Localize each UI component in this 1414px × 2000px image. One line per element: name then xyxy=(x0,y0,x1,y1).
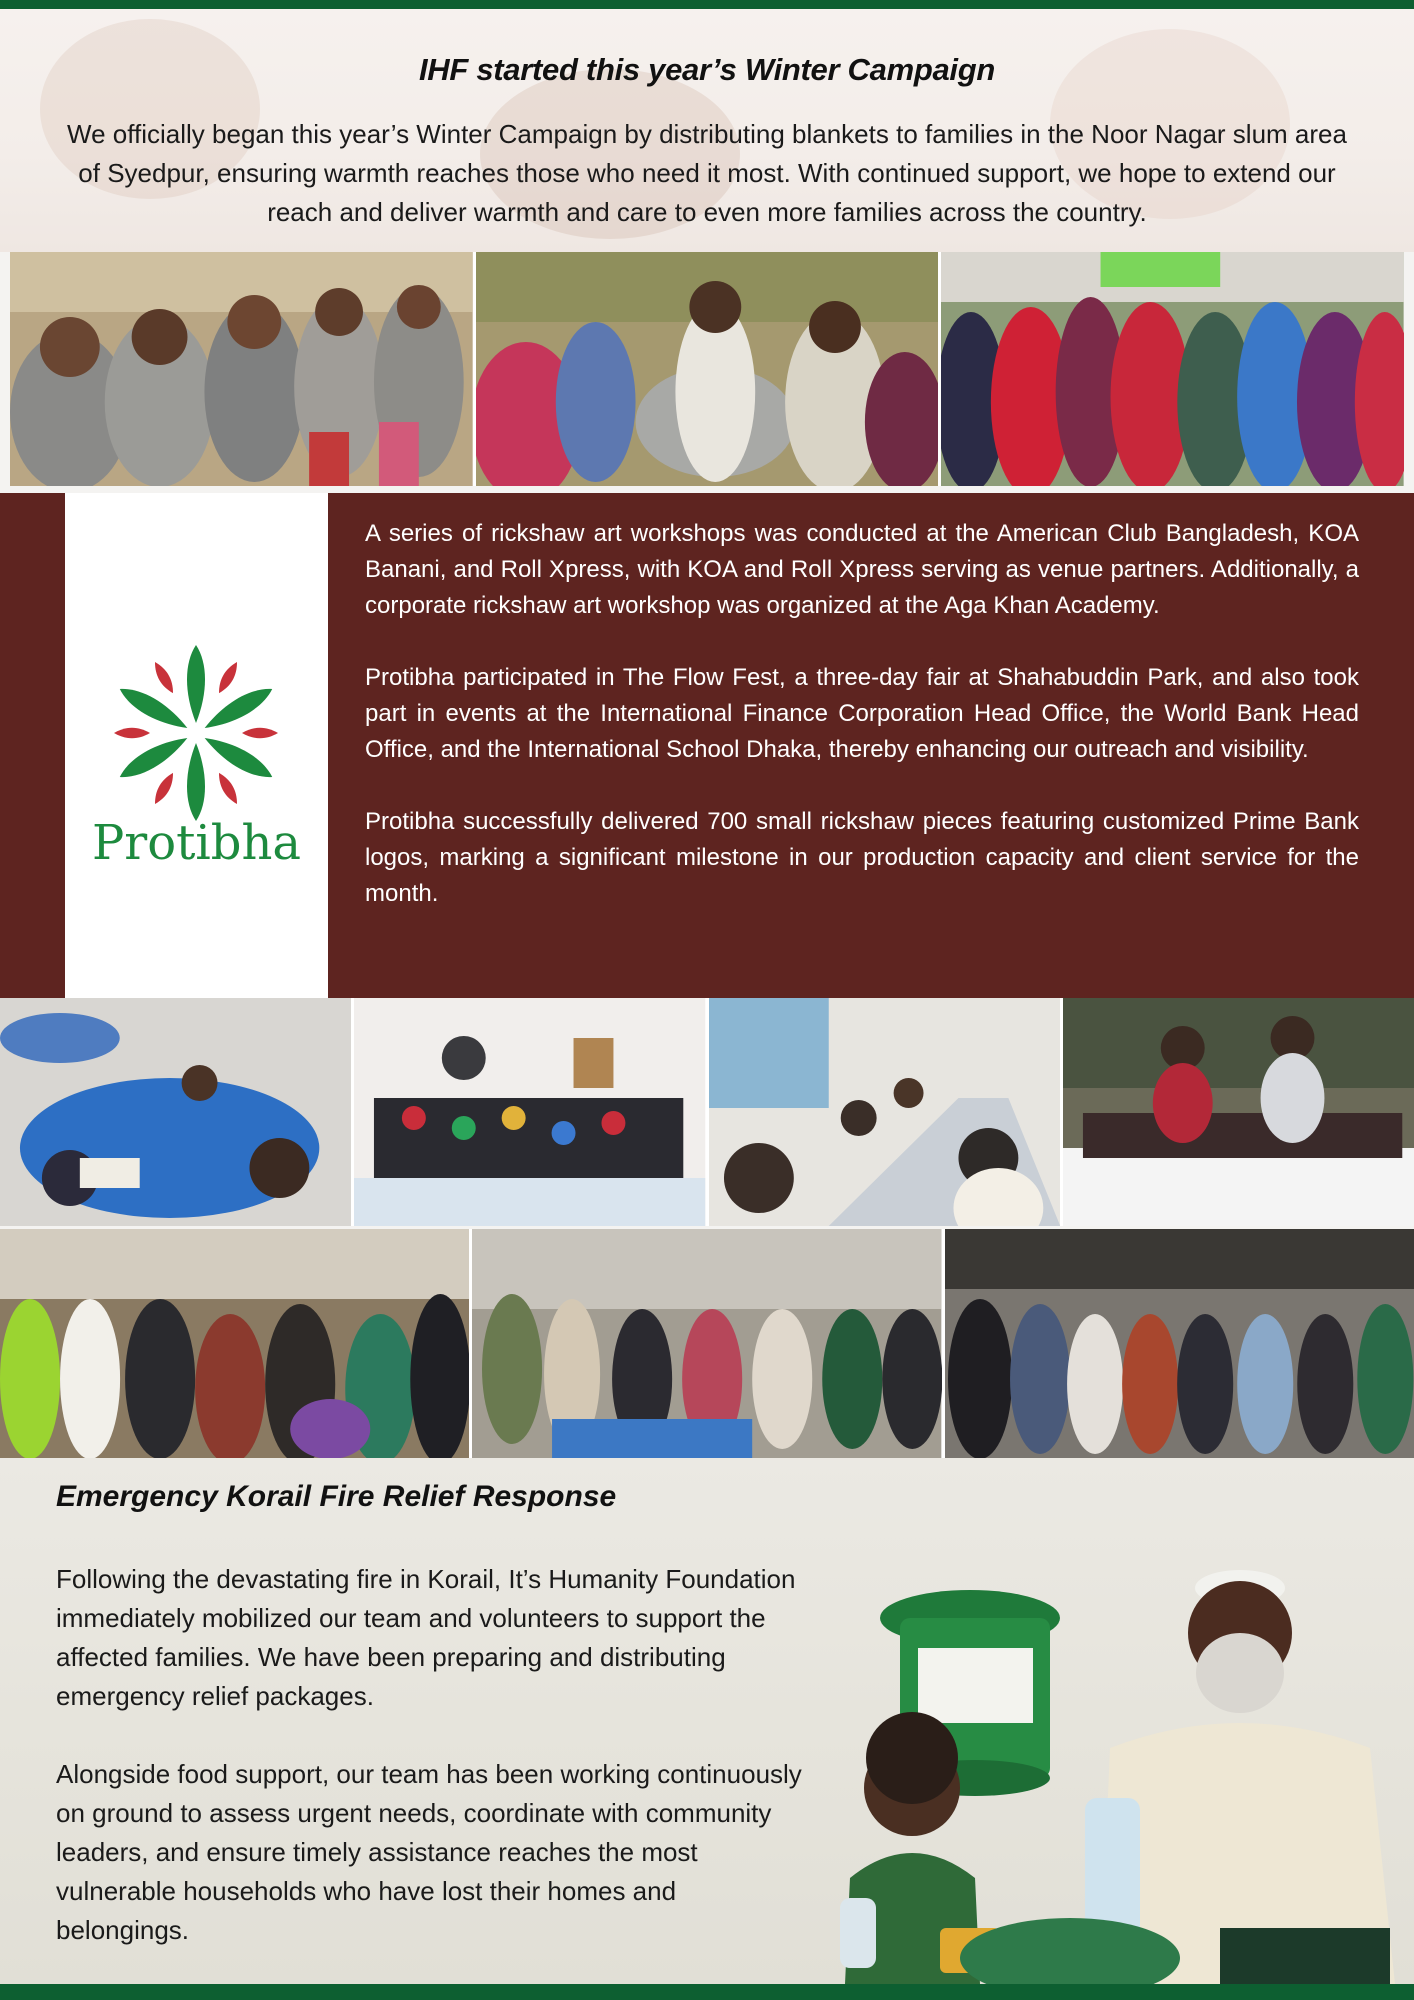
korail-paragraph-2: Alongside food support, our team has been working continuously on ground to assess urgent needs, coordinate with community leaders, and ensure timely assistance reaches the most vulnerable households who have lost their homes and belongings. xyxy=(56,1759,802,1945)
korail-paragraph-1: Following the devastating fire in Korail, It’s Humanity Foundation immediately mobilized our team and volunteers to support the affected families. We have been preparing and distributing emergency relief packages. xyxy=(56,1564,796,1711)
photo-distribution xyxy=(476,252,939,486)
photo-women-group xyxy=(941,252,1404,486)
winter-photo-row xyxy=(10,252,1404,486)
korail-relief-title: Emergency Korail Fire Relief Response xyxy=(56,1480,617,1513)
photo-workshop-group-2 xyxy=(472,1229,941,1458)
photo-children-blankets xyxy=(10,252,473,486)
photo-fair-stall xyxy=(354,998,705,1226)
photo-workshop-group-3 xyxy=(945,1229,1414,1458)
protibha-paragraph-1: A series of rickshaw art workshops was conducted at the American Club Bangladesh, KOA Banani, and Roll Xpress, with KOA and Roll Xpress serving as venue partners. Additionally, a corporate rickshaw art workshop was organized at the Aga Khan Academy. xyxy=(365,520,1359,619)
winter-campaign-section xyxy=(0,9,1414,252)
korail-relief-section xyxy=(0,1458,1414,1984)
protibha-logo xyxy=(65,493,328,998)
photo-outdoor-stall xyxy=(1063,998,1414,1226)
protibha-logo-text: Protibha xyxy=(91,815,302,871)
photo-workshop-group-1 xyxy=(0,1229,469,1458)
photo-corporate-workshop xyxy=(709,998,1060,1226)
korail-relief-photo xyxy=(800,1458,1414,1984)
protibha-paragraph-2: Protibha participated in The Flow Fest, a three-day fair at Shahabuddin Park, and also took part in events at the International Finance Corporation Head Office, the World Bank Head Office, and the International School Dhaka, thereby enhancing our outreach and visibility. xyxy=(365,664,1359,763)
protibha-photo-row-2 xyxy=(0,1229,1414,1458)
winter-campaign-title: IHF started this year’s Winter Campaign xyxy=(418,51,996,87)
top-accent-bar xyxy=(0,0,1414,9)
protibha-paragraph-3: Protibha successfully delivered 700 small rickshaw pieces featuring customized Prime Bank logos, marking a significant milestone in our production capacity and client service for the month. xyxy=(365,808,1359,907)
flower-logo-icon xyxy=(98,641,294,821)
bottom-accent-bar xyxy=(0,1984,1414,2000)
protibha-section xyxy=(0,493,1414,998)
photo-school-workshop xyxy=(0,998,351,1226)
winter-campaign-body: We officially began this year’s Winter Campaign by distributing blankets to families in the Noor Nagar slum area of Syedpur, ensuring warmth reaches those who need it most. With continued support, we hope to extend our reach and deliver warmth and care to even more families across the country. xyxy=(67,119,1347,227)
protibha-text xyxy=(365,516,1359,948)
protibha-photo-row-1 xyxy=(0,998,1414,1226)
